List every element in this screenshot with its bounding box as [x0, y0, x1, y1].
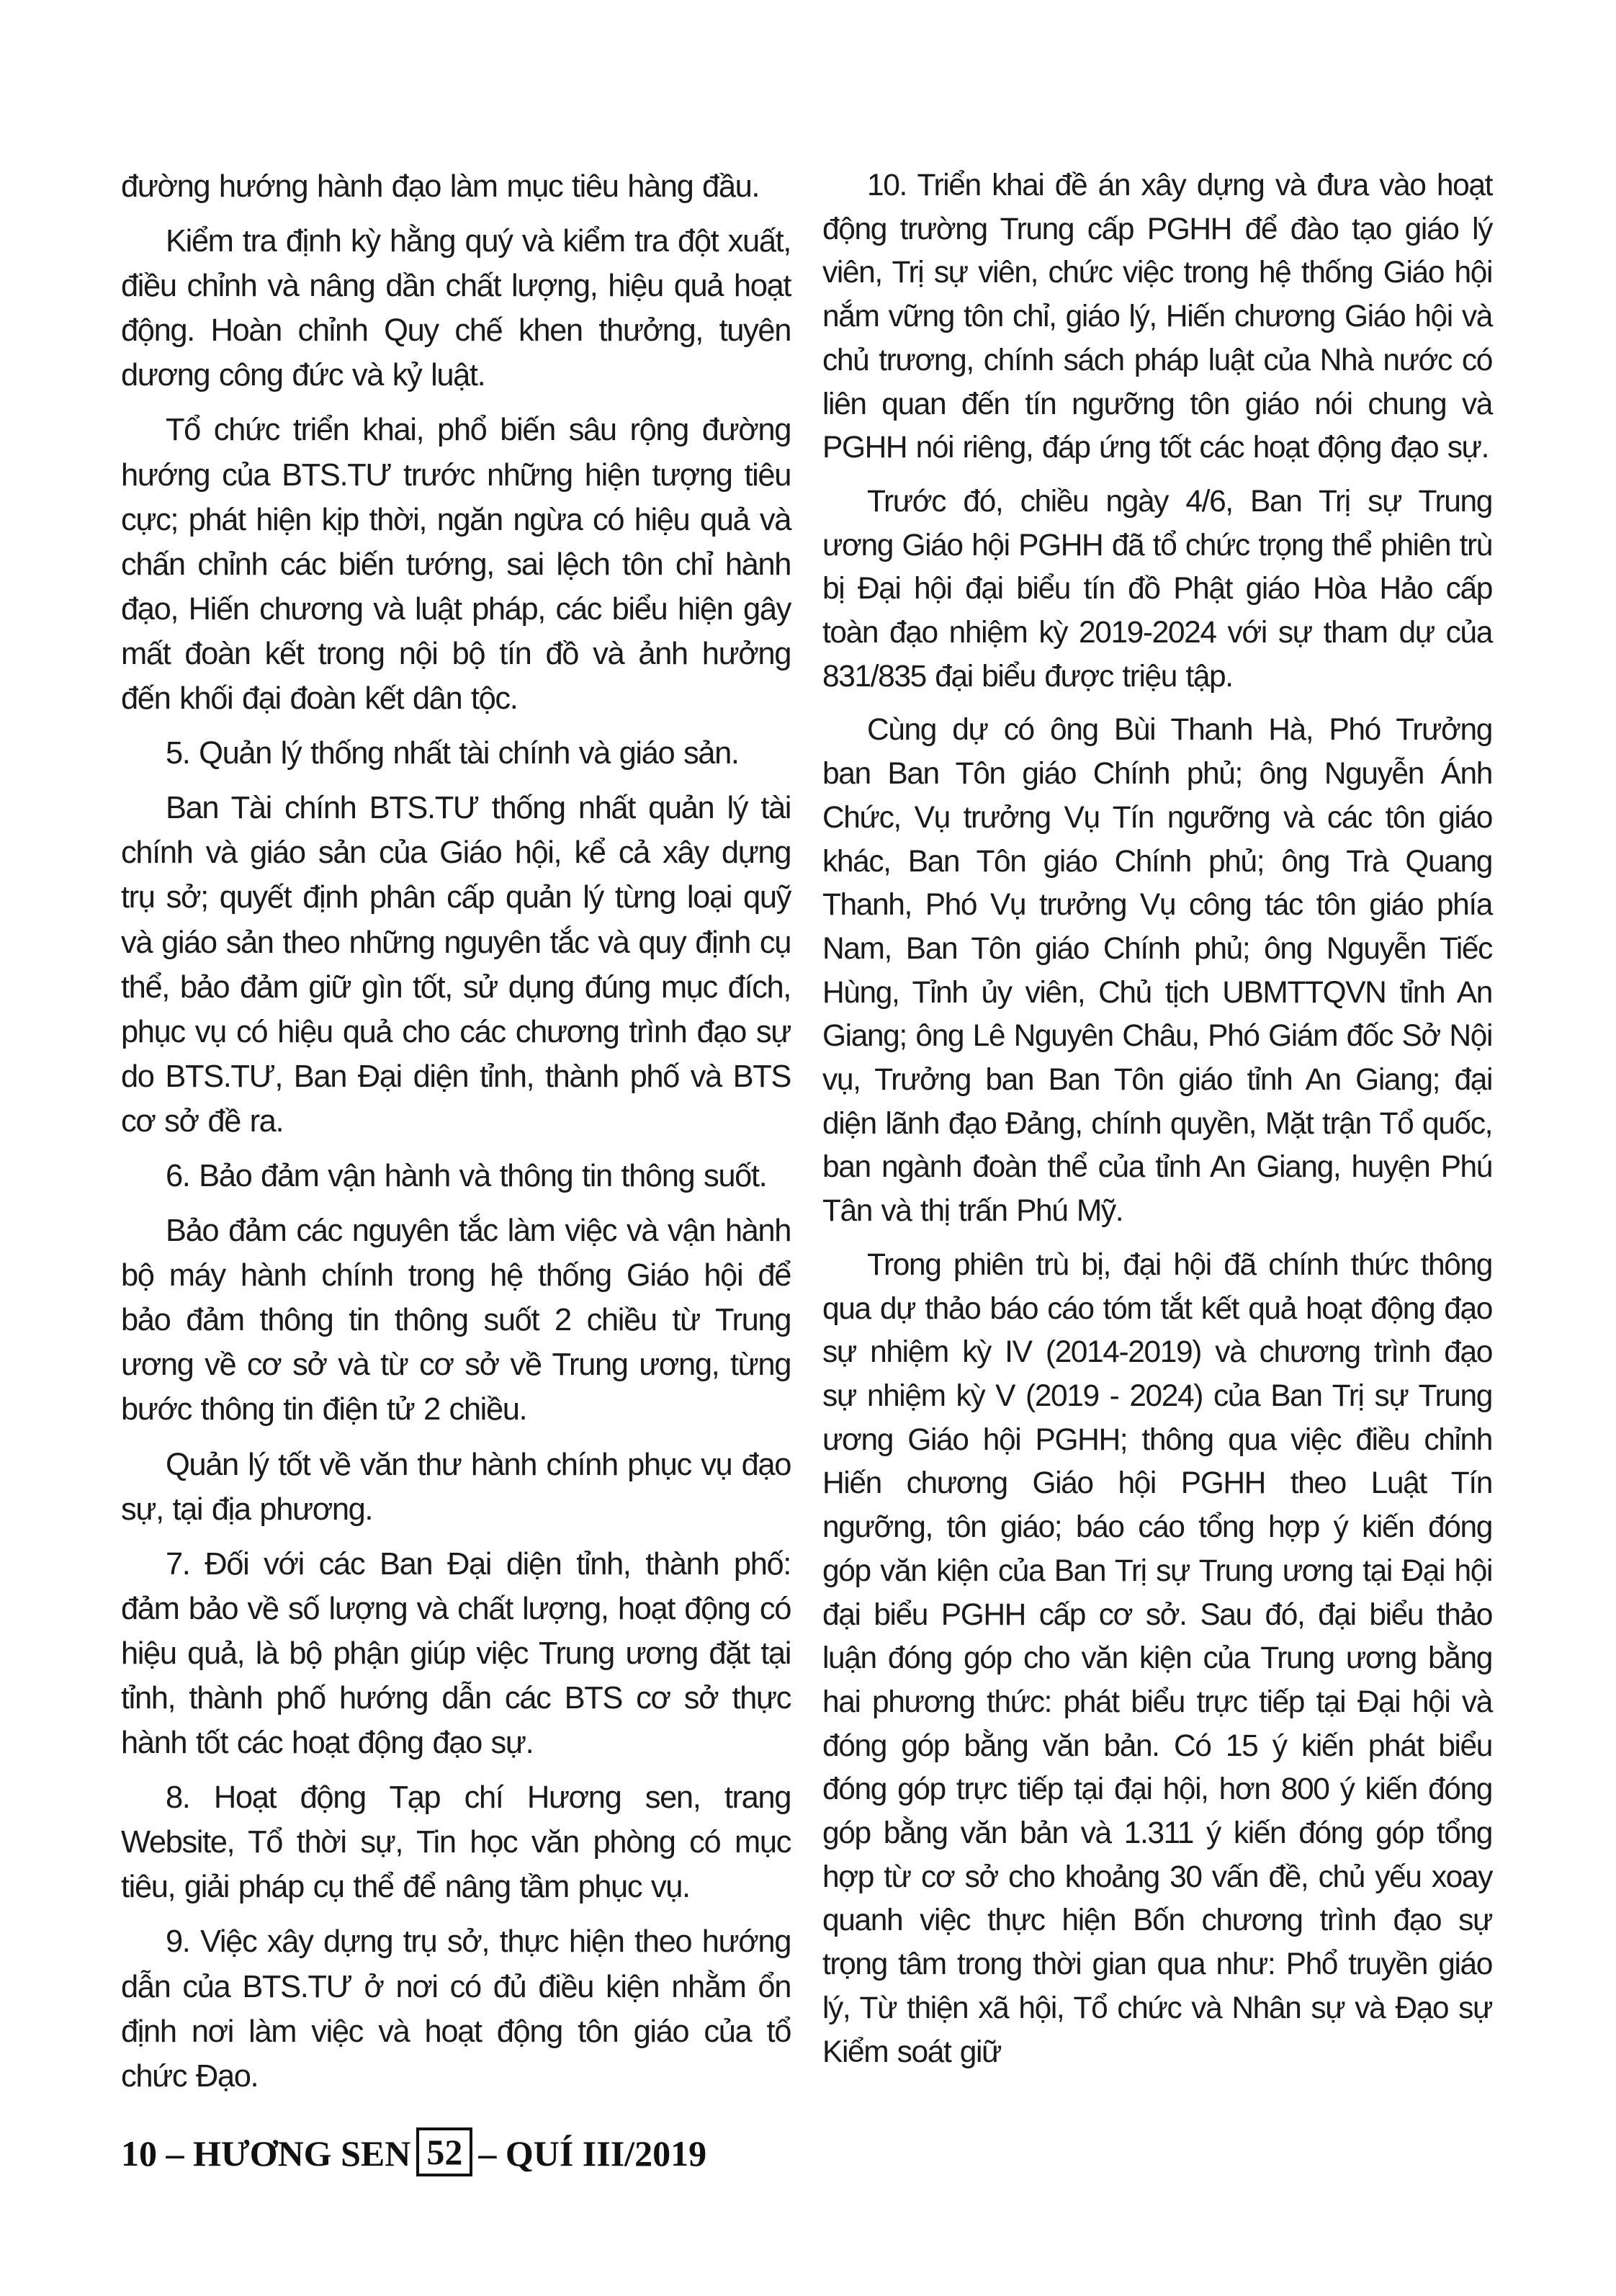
- paragraph: Cùng dự có ông Bùi Thanh Hà, Phó Trưởng ban Ban Tôn giáo Chính phủ; ông Nguyễn Ánh Chức, Vụ trưởng Vụ Tín ngưỡng và các tôn giáo khác, Ban Tôn giáo Chính phủ; ông Trà Quang Thanh, Phó Vụ trưởng Vụ công tác tôn giáo phía Nam, Ban Tôn giáo Chính phủ; ông Nguyễn Tiếc Hùng, Tỉnh ủy viên, Chủ tịch UBMTTQVN tỉnh An Giang; ông Lê Nguyên Châu, Phó Giám đốc Sở Nội vụ, Trưởng ban Ban Tôn giáo tỉnh An Giang; đại diện lãnh đạo Đảng, chính quyền, Mặt trận Tổ quốc, ban ngành đoàn thể của tỉnh An Giang, huyện Phú Tân và thị trấn Phú Mỹ.: [822, 713, 1492, 1229]
- paragraph: 9. Việc xây dựng trụ sở, thực hiện theo hướng dẫn của BTS.TƯ ở nơi có đủ điều kiện nhằm ổn định nơi làm việc và hoạt động tôn giáo của tổ chức Đạo.: [121, 1924, 791, 2094]
- paragraph: Ban Tài chính BTS.TƯ thống nhất quản lý tài chính và giáo sản của Giáo hội, kể cả xây dựng trụ sở; quyết định phân cấp quản lý từng loại quỹ và giáo sản theo những nguyên tắc và quy định cụ thể, bảo đảm giữ gìn tốt, sử dụng đúng mục đích, phục vụ có hiệu quả cho các chương trình đạo sự do BTS.TƯ, Ban Đại diện tỉnh, thành phố và BTS cơ sở đề ra.: [121, 791, 791, 1139]
- section-heading: 5. Quản lý thống nhất tài chính và giáo sản.: [166, 736, 739, 771]
- paragraph: Trước đó, chiều ngày 4/6, Ban Trị sự Trung ương Giáo hội PGHH đã tổ chức trọng thể phiên trù bị Đại hội đại biểu tín đồ Phật giáo Hòa Hảo cấp toàn đạo nhiệm kỳ 2019-2024 với sự tham dự của 831/835 đại biểu được triệu tập.: [822, 484, 1492, 694]
- issue-quarter: QUÍ III/2019: [505, 2133, 707, 2174]
- paragraph: 8. Hoạt động Tạp chí Hương sen, trang Website, Tổ thời sự, Tin học văn phòng có mục tiêu, giải pháp cụ thể để nâng tầm phục vụ.: [121, 1780, 791, 1905]
- paragraph: Trong phiên trù bị, đại hội đã chính thức thông qua dự thảo báo cáo tóm tắt kết quả hoạt động đạo sự nhiệm kỳ IV (2014-2019) và chương trình đạo sự nhiệm kỳ V (2019 - 2024) của Ban Trị sự Trung ương Giáo hội PGHH; thông qua việc điều chỉnh Hiến chương Giáo hội PGHH theo Luật Tín ngưỡng, tôn giáo; báo cáo tổng hợp ý kiến đóng góp văn kiện của Ban Trị sự Trung ương tại Đại hội đại biểu PGHH cấp cơ sở. Sau đó, đại biểu thảo luận đóng góp cho văn kiện của Trung ương bằng hai phương thức: phát biểu trực tiếp tại Đại hội và đóng góp bằng văn bản. Có 15 ý kiến phát biểu đóng góp trực tiếp tại đại hội, hơn 800 ý kiến đóng góp bằng văn bản và 1.311 ý kiến đóng góp tổng hợp từ cơ sở cho khoảng 30 vấn đề, chủ yếu xoay quanh việc thực hiện Bốn chương trình đạo sự trọng tâm trong thời gian qua như: Phổ truyền giáo lý, Từ thiện xã hội, Tổ chức và Nhân sự và Đạo sự Kiểm soát giữ: [822, 1247, 1492, 2069]
- paragraph: 7. Đối với các Ban Đại diện tỉnh, thành phố: đảm bảo về số lượng và chất lượng, hoạt động có hiệu quả, là bộ phận giúp việc Trung ương đặt tại tỉnh, thành phố hướng dẫn các BTS cơ sở thực hành tốt các hoạt động đạo sự.: [121, 1546, 791, 1761]
- footer-dash: –: [478, 2133, 497, 2174]
- issue-number-box: 52: [416, 2127, 472, 2176]
- section-heading: 6. Bảo đảm vận hành và thông tin thông suốt.: [166, 1158, 767, 1193]
- magazine-title: HƯƠNG SEN: [193, 2133, 411, 2174]
- page-footer: [121, 2125, 706, 2182]
- paragraph: đường hướng hành đạo làm mục tiêu hàng đầu.: [121, 169, 760, 204]
- page-number: 10: [121, 2133, 157, 2174]
- paragraph: Quản lý tốt về văn thư hành chính phục vụ đạo sự, tại địa phương.: [121, 1447, 791, 1527]
- left-column: [121, 164, 791, 2109]
- paragraph: Bảo đảm các nguyên tắc làm việc và vận hành bộ máy hành chính trong hệ thống Giáo hội để bảo đảm thông tin thông suốt 2 chiều từ Trung ương về cơ sở và từ cơ sở về Trung ương, từng bước thông tin điện tử 2 chiều.: [121, 1214, 791, 1427]
- paragraph: Tổ chức triển khai, phổ biến sâu rộng đường hướng của BTS.TƯ trước những hiện tượng tiêu cực; phát hiện kịp thời, ngăn ngừa có hiệu quả và chấn chỉnh các biến tướng, sai lệch tôn chỉ hành đạo, Hiến chương và luật pháp, các biểu hiện gây mất đoàn kết trong nội bộ tín đồ và ảnh hưởng đến khối đại đoàn kết dân tộc.: [121, 413, 791, 717]
- paragraph: 10. Triển khai đề án xây dựng và đưa vào hoạt động trường Trung cấp PGHH để đào tạo giáo lý viên, Trị sự viên, chức việc trong hệ thống Giáo hội nắm vững tôn chỉ, giáo lý, Hiến chương Giáo hội và chủ trương, chính sách pháp luật của Nhà nước có liên quan đến tín ngưỡng tôn giáo nói chung và PGHH nói riêng, đáp ứng tốt các hoạt động đạo sự.: [822, 169, 1492, 465]
- paragraph: Kiểm tra định kỳ hằng quý và kiểm tra đột xuất, điều chỉnh và nâng dần chất lượng, hiệu quả hoạt động. Hoàn chỉnh Quy chế khen thưởng, tuyên dương công đức và kỷ luật.: [121, 224, 791, 393]
- right-column: [822, 164, 1492, 2084]
- footer-dash: –: [166, 2133, 184, 2174]
